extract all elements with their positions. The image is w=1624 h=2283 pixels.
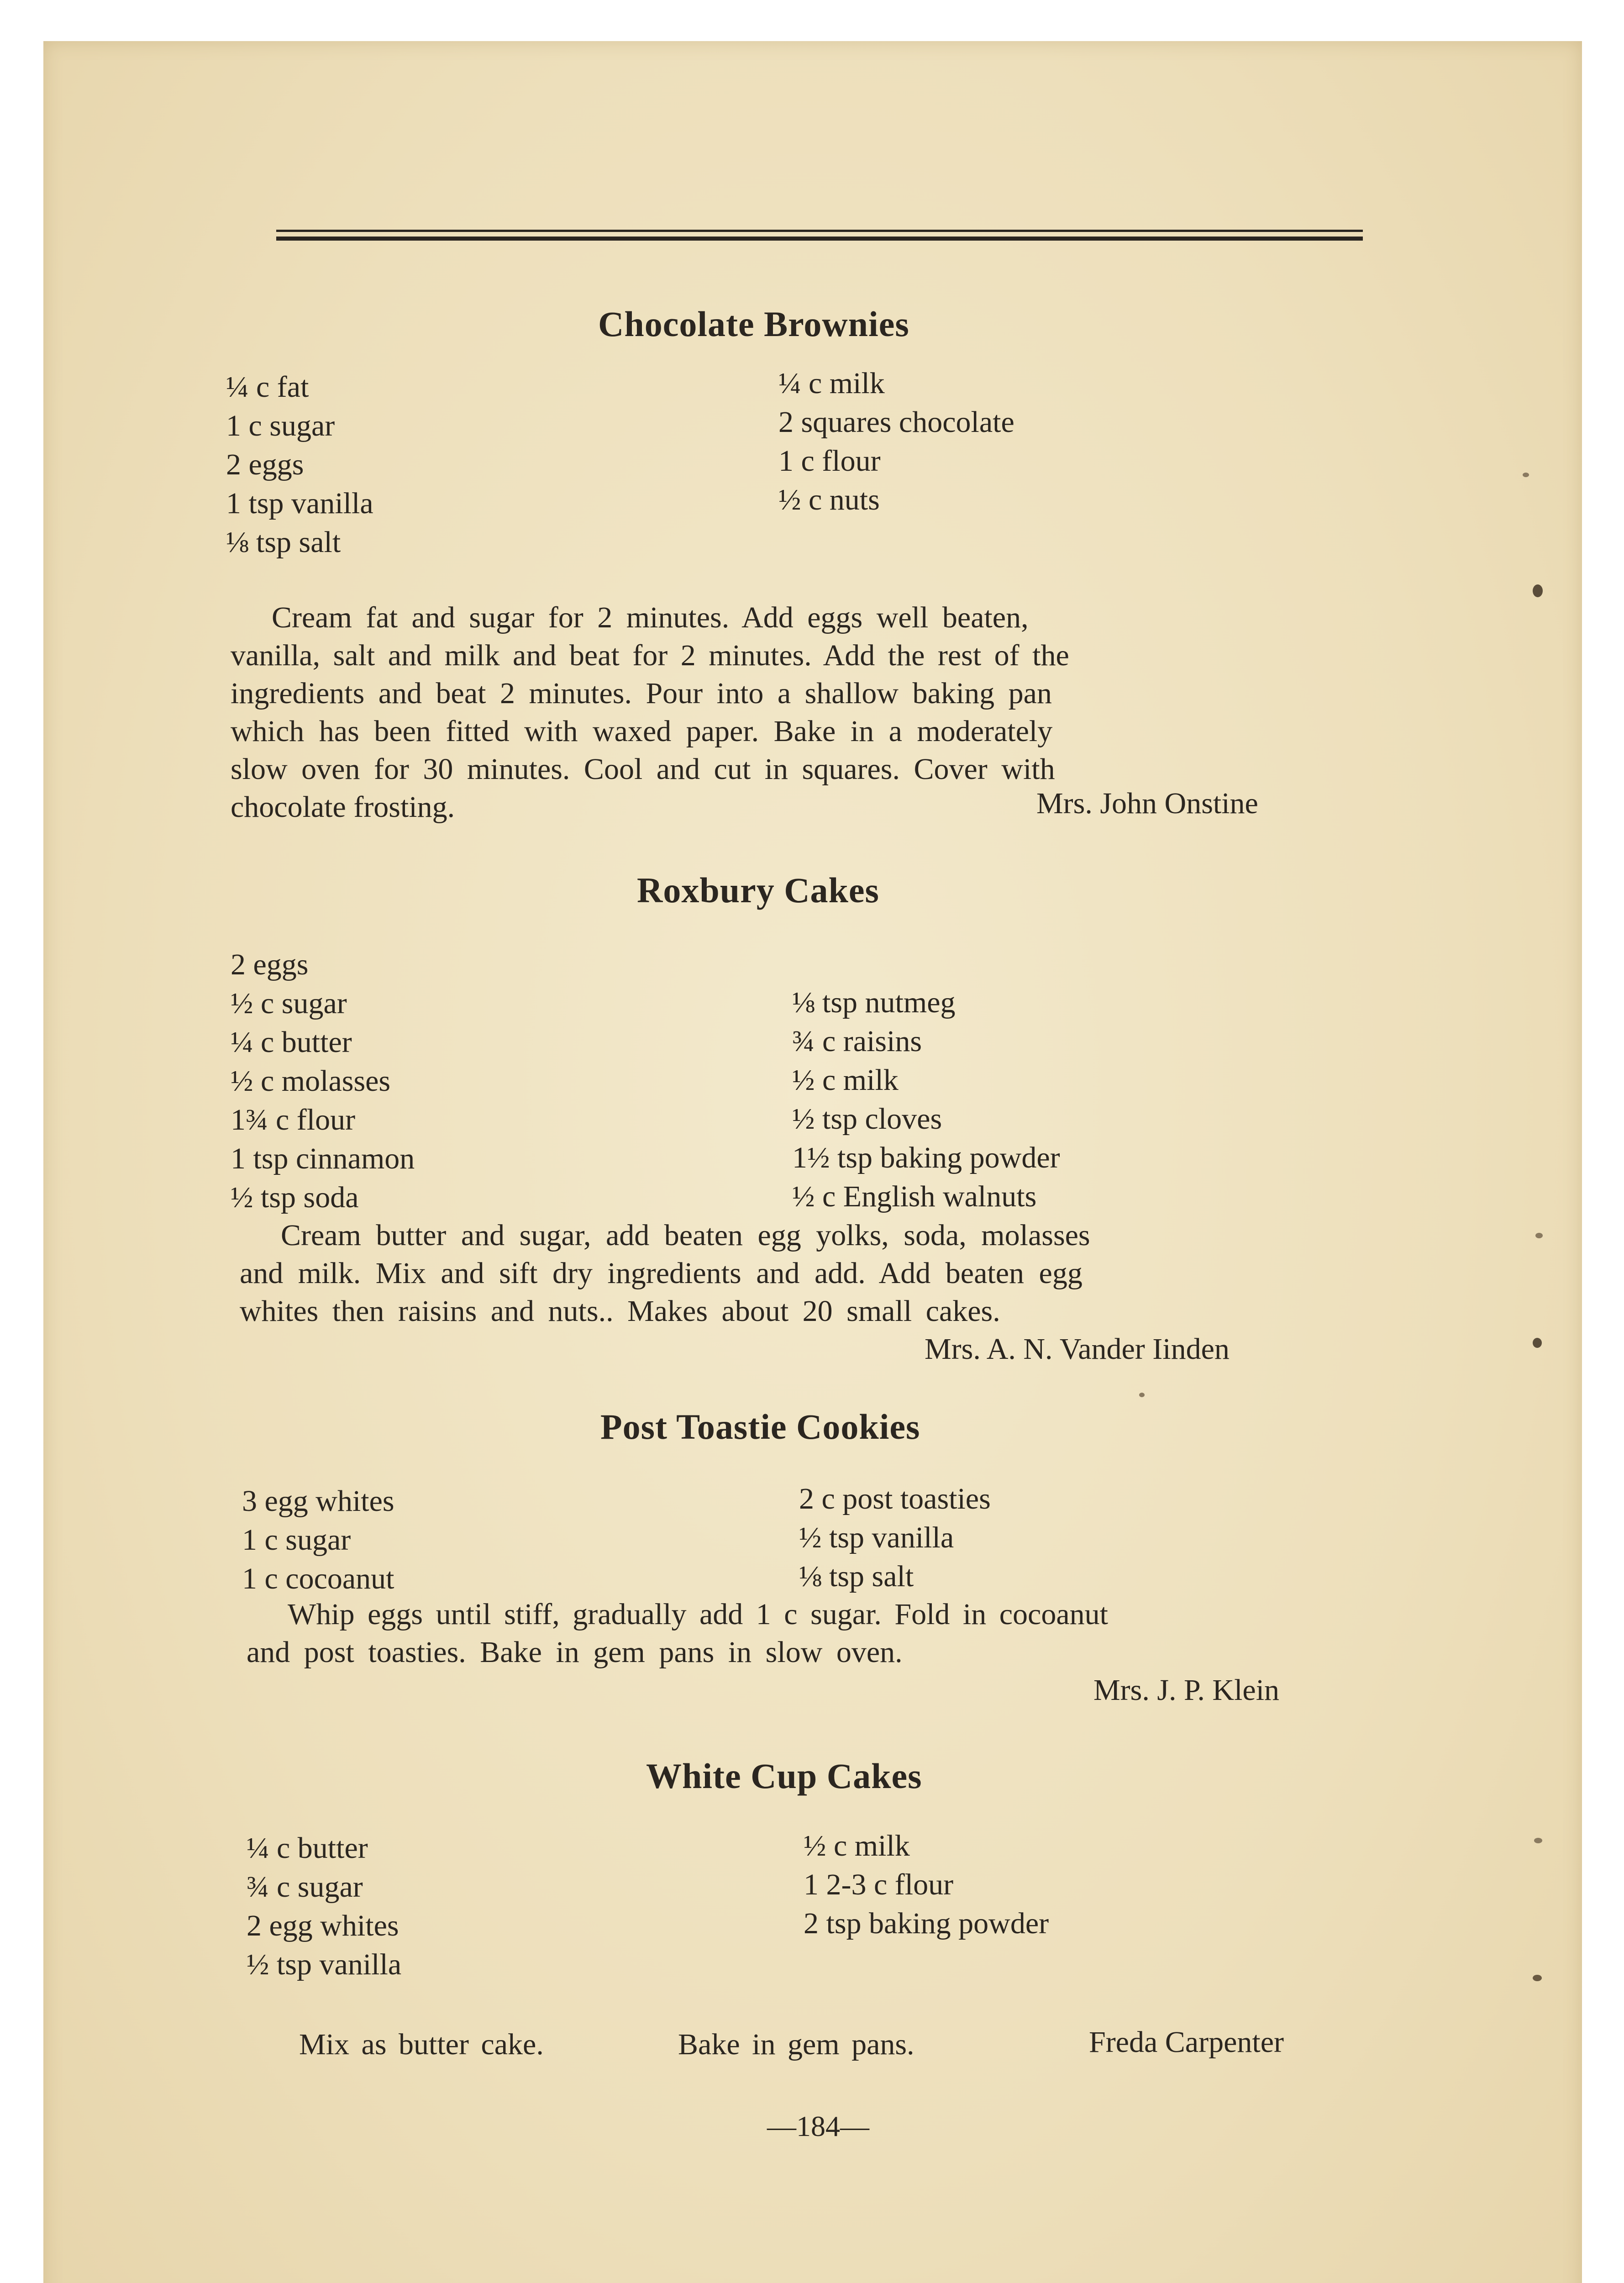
paper-speck (1139, 1393, 1145, 1397)
contributor-signature: Mrs. A. N. Vander Iinden (925, 1332, 1230, 1366)
ingredient: ½ c English walnuts (792, 1180, 1037, 1213)
ingredient: ¼ c butter (231, 1026, 352, 1059)
header-rule-top (276, 230, 1363, 232)
ingredient: ½ tsp vanilla (247, 1948, 402, 1981)
ingredient: 2 squares chocolate (778, 405, 1014, 439)
ingredient: ¼ c milk (778, 367, 885, 400)
direction-line: and post toasties. Bake in gem pans in slow oven. (247, 1636, 903, 1669)
ingredient: 3 egg whites (242, 1484, 394, 1518)
ingredient: ¼ c butter (247, 1831, 368, 1865)
direction-line: Bake in gem pans. (678, 2028, 914, 2061)
ingredient: ½ tsp vanilla (799, 1521, 954, 1554)
recipe-title-roxbury-cakes: Roxbury Cakes (637, 870, 879, 910)
ingredient: 2 eggs (226, 448, 304, 481)
ingredient: ½ c milk (804, 1829, 910, 1862)
recipe-title-post-toastie-cookies: Post Toastie Cookies (600, 1407, 920, 1447)
ingredient: 1 tsp cinnamon (231, 1142, 415, 1175)
ingredient: 2 tsp baking powder (804, 1907, 1049, 1940)
recipe-title-chocolate-brownies: Chocolate Brownies (598, 304, 909, 344)
ingredient: ½ c molasses (231, 1064, 391, 1098)
header-rule-bottom (276, 237, 1363, 241)
ingredient: ¾ c raisins (792, 1025, 922, 1058)
ingredient: 2 egg whites (247, 1909, 399, 1942)
ingredient: 1 c sugar (242, 1523, 351, 1557)
direction-line: and milk. Mix and sift dry ingredients and add. Add beaten egg (240, 1257, 1083, 1290)
contributor-signature: Mrs. J. P. Klein (1093, 1673, 1280, 1707)
ingredient: ¼ c fat (226, 370, 309, 404)
recipe-title-white-cup-cakes: White Cup Cakes (646, 1756, 922, 1796)
ingredient: 1 2-3 c flour (804, 1868, 954, 1901)
ingredient: ½ tsp soda (231, 1181, 359, 1214)
ingredient: 1 tsp vanilla (226, 487, 373, 520)
ingredient: 1 c cocoanut (242, 1562, 394, 1595)
paper-speck (1523, 473, 1529, 477)
direction-line: vanilla, salt and milk and beat for 2 minutes. Add the rest of the (231, 639, 1069, 672)
ingredient: 1 c sugar (226, 409, 335, 442)
direction-line: slow oven for 30 minutes. Cool and cut in squares. Cover with (231, 752, 1055, 786)
paper-speck (1533, 584, 1543, 597)
ingredient: 1¾ c flour (231, 1103, 356, 1136)
ingredient: 1½ tsp baking powder (792, 1141, 1060, 1174)
ingredient: 2 eggs (231, 948, 309, 981)
paper-speck (1535, 1233, 1543, 1238)
paper-speck (1534, 1838, 1542, 1843)
direction-line: Cream fat and sugar for 2 minutes. Add eggs well beaten, (272, 601, 1029, 634)
ingredient: ½ tsp cloves (792, 1102, 942, 1136)
paper-speck (1533, 1975, 1542, 1981)
ingredient: ¾ c sugar (247, 1870, 363, 1904)
direction-line: ingredients and beat 2 minutes. Pour into a shallow baking pan (231, 677, 1052, 710)
ingredient: ⅛ tsp nutmeg (792, 986, 956, 1019)
direction-line: chocolate frosting. (231, 790, 455, 824)
direction-line: Cream butter and sugar, add beaten egg yolks, soda, molasses (281, 1219, 1090, 1252)
contributor-signature: Mrs. John Onstine (1036, 787, 1258, 820)
ingredient: ½ c sugar (231, 987, 347, 1020)
ingredient: ⅛ tsp salt (226, 526, 341, 559)
ingredient: 2 c post toasties (799, 1482, 991, 1515)
direction-line: Whip eggs until stiff, gradually add 1 c sugar. Fold in cocoanut (288, 1598, 1108, 1631)
paper-speck (1533, 1338, 1542, 1348)
ingredient: ⅛ tsp salt (799, 1560, 914, 1593)
contributor-signature: Freda Carpenter (1089, 2025, 1284, 2059)
cookbook-page (43, 41, 1582, 2283)
direction-line: which has been fitted with waxed paper. Bake in a moderately (231, 715, 1053, 748)
ingredient: ½ c milk (792, 1063, 899, 1097)
page-number: —184— (767, 2110, 869, 2142)
ingredient: 1 c flour (778, 444, 881, 478)
direction-line: whites then raisins and nuts.. Makes about 20 small cakes. (240, 1294, 1000, 1328)
direction-line: Mix as butter cake. (299, 2028, 544, 2061)
ingredient: ½ c nuts (778, 483, 880, 516)
